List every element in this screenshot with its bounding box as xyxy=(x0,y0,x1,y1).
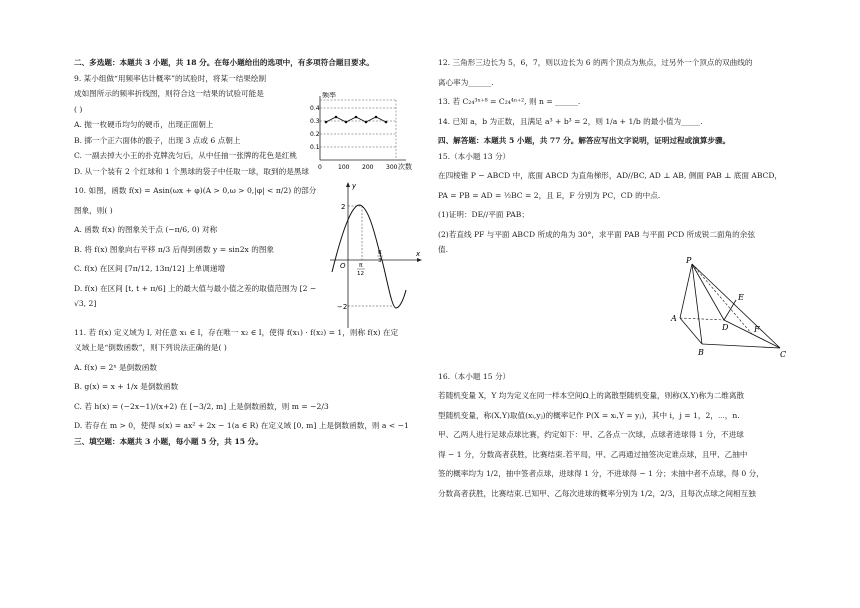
vertex-p-label: P xyxy=(686,255,692,265)
q14-text: 14. 已知 a，b 为正数，且满足 a³ + b³ = 2，则 1/a + 1/b 的最小值为_____. xyxy=(438,116,703,126)
freq-ytick-02: 0.2 xyxy=(310,130,320,138)
frequency-line-chart xyxy=(310,92,412,172)
sine-curve xyxy=(332,205,406,308)
freq-ylabel: 频率 xyxy=(322,91,336,99)
sine-tick1-den: 12 xyxy=(357,271,364,277)
q10-stem-line1: 10. 如图，函数 f(x) = Asin(ωx + φ)(A > 0,ω > 0,|φ| < π/2) 的部分 xyxy=(74,186,317,195)
edge-pd xyxy=(692,264,724,320)
q9-option-d: D. 从一个装有 2 个红球和 1 个黑球的袋子中任取一球，取到的是黑球 xyxy=(74,166,309,176)
sine-origin-label: O xyxy=(340,262,346,270)
q16-line4: 得 − 1 分，分数高者获胜，比赛结束.若平局，甲、乙再通过抽签决定谁点球，且甲、乙抽中 xyxy=(438,449,748,459)
sine-y-arrow-icon xyxy=(346,182,350,187)
edge-pa xyxy=(680,264,692,318)
vertex-c-label: C xyxy=(780,349,787,359)
q15-title: 15.（本小题 13 分） xyxy=(438,151,511,161)
freq-ytick-04: 0.4 xyxy=(310,104,320,112)
q10-option-d-line1: D. f(x) 在区间 [t, t + π/6] 上的最大值与最小值之差的取值范围为 [2 − xyxy=(74,283,317,293)
q9-stem-line1: 9. 某小组做“用频率估计概率”的试验时，将某一结果绘制 xyxy=(74,73,267,83)
q11-stem-line1: 11. 若 f(x) 定义域为 I, 对任意 x₁ ∈ I，存在唯一 x₂ ∈ I，使得 f(x₁) · f(x₂) = 1，则称 f(x) 在定 xyxy=(74,327,399,337)
q10-option-c: C. f(x) 在区间 [7π/12, 13π/12] 上单调递增 xyxy=(74,264,226,273)
sine-min-label: −2 xyxy=(337,303,348,311)
sine-tick2-den: 3 xyxy=(378,258,382,264)
q11-option-c: C. 若 h(x) = (−2x−1)/(x+2) 在 [−3/2, m] 上是倒数函数，则 m = −2/3 xyxy=(74,401,329,411)
q11-option-d: D. 若存在 m > 0，使得 s(x) = ax² + 2x − 1(a ∈ R) 在定义域 [0, m] 上是倒数函数，则 a < −1 xyxy=(74,421,409,430)
freq-ytick-03: 0.3 xyxy=(310,117,320,125)
freq-xtick-200: 200 xyxy=(362,163,374,171)
sine-max-label: 2 xyxy=(341,203,346,211)
q10-option-d-line2: √3, 2] xyxy=(74,299,97,308)
q11-option-b: B. g(x) = x + 1/x 是倒数函数 xyxy=(74,382,179,391)
q16-line6: 分数高者获胜，比赛结束.已知甲、乙每次进球的概率分别为 1/2，2/3，且每次点球之间相互独 xyxy=(438,488,756,498)
q13-text: 13. 若 C₂₄³ˣ⁺⁸ = C₂₄⁴ⁿ⁺², 则 n = ______. xyxy=(438,97,581,106)
freq-xlabel: 次数 xyxy=(398,162,412,171)
sine-tick1-num: π xyxy=(359,262,363,269)
q15-line2: PA = PB = AD = ½BC = 2，且 E，F 分别为 PC，CD 的中点. xyxy=(438,190,661,200)
vertex-d-label: D xyxy=(722,322,729,332)
edge-ab xyxy=(680,318,702,344)
question-9 xyxy=(74,74,424,178)
q16-line3: 甲、乙两人进行足球点球比赛，约定如下：甲、乙各点一次球，点球者进球得 1 分，不进球 xyxy=(438,430,744,439)
sine-tick2-num: π xyxy=(378,249,382,256)
q9-option-c: C. 一副去掉大小王的扑克牌洗匀后，从中任抽一张牌的花色是红桃 xyxy=(74,151,297,160)
q16-title: 16.（本小题 15 分） xyxy=(438,371,511,381)
q11-stem-line2: 义域上是“倒数函数”，则下列说法正确的是( ) xyxy=(74,343,227,352)
q16-line5: 签的概率均为 1/2，抽中签者点球，进球得 1 分，不进球得 − 1 分；未抽中者不点球，得 0 分， xyxy=(438,469,764,478)
section-solution-header: 四、解答题：本题共 5 小题，共 77 分。解答应写出文字说明，证明过程或演算步骤。 xyxy=(438,136,731,145)
q10-option-a: A. 函数 f(x) 的图象关于点 (−π/6, 0) 对称 xyxy=(74,225,218,234)
q10-option-b: B. 将 f(x) 图象向右平移 π/3 后得到函数 y = sin2x 的图象 xyxy=(74,244,275,254)
section-multiple-choice-header: 二、多选题：本题共 3 小题，共 18 分。在每小题给出的选项中，有多项符合题目要求。 xyxy=(74,58,374,67)
point-f-label: F xyxy=(754,324,760,334)
freq-xtick-300: 300 xyxy=(386,163,398,171)
freq-ytick-01: 0.1 xyxy=(310,143,320,151)
right-column xyxy=(438,58,790,499)
sine-x-arrow-icon xyxy=(417,258,422,262)
q12-line2: 离心率为______. xyxy=(438,77,494,87)
q10-stem-line2: 图象，则( ) xyxy=(74,205,113,215)
q15-line1: 在四棱锥 P − ABCD 中，底面 ABCD 为直角梯形，AD//BC, AD ⊥ AB, 侧面 PAB ⊥ 底面 ABCD， xyxy=(438,171,783,180)
q9-stem-line2: 成如图所示的频率折线图，则符合这一结果的试验可能是 xyxy=(74,89,264,98)
q16-line2: 型随机变量，称(X,Y)取值(xᵢ,yⱼ)的概率记作 P(X = xᵢ,Y = yⱼ)，其中 i，j = 1，2，⋯，n. xyxy=(438,410,740,420)
edge-pc xyxy=(692,264,780,348)
freq-points xyxy=(325,115,388,123)
q9-option-b: B. 掷一个正六面体的骰子，出现 3 点或 6 点朝上 xyxy=(74,135,241,145)
q15-part1: (1)证明：DE//平面 PAB； xyxy=(438,210,529,219)
freq-xtick-100: 100 xyxy=(338,163,350,171)
edge-pb xyxy=(692,264,702,344)
edge-bc xyxy=(702,344,780,348)
question-16 xyxy=(438,372,790,500)
q15-part2-line1: (2)若直线 PF 与平面 ABCD 所成的角为 30°，求平面 PAB 与平面 PCD 所成锐二面角的余弦 xyxy=(438,229,755,239)
sine-x-label: x xyxy=(416,250,421,258)
freq-xtick-0: 0 xyxy=(318,163,322,171)
q11-option-a: A. f(x) = 2ˣ 是倒数函数 xyxy=(74,362,157,372)
q15-part2-line2: 值. xyxy=(438,245,449,254)
left-column xyxy=(74,58,424,447)
sine-y-label: y xyxy=(352,182,357,190)
sine-function-graph xyxy=(326,180,424,330)
pyramid-figure xyxy=(670,256,790,360)
q9-answer-paren: ( ) xyxy=(74,104,83,114)
question-11 xyxy=(74,328,424,432)
point-e-label: E xyxy=(738,292,744,302)
edge-ad-hidden xyxy=(680,318,724,320)
section-fill-in-header: 三、填空题：本题共 3 小题，每小题 5 分，共 15 分。 xyxy=(74,436,263,446)
q16-line1: 若随机变量 X，Y 均为定义在同一样本空间Ω上的离散型随机变量，则称(X,Y)称为二维离散 xyxy=(438,391,745,400)
vertex-b-label: B xyxy=(698,347,704,357)
q9-option-a: A. 抛一枚硬币均匀的硬币，出现正面朝上 xyxy=(74,120,214,129)
q12-line1: 12. 三角形三边长为 5，6，7，则以边长为 6 的两个顶点为焦点，过另外一个顶点的双曲线的 xyxy=(438,58,753,67)
question-10 xyxy=(74,182,424,311)
question-15 xyxy=(438,151,790,359)
vertex-a-label: A xyxy=(671,313,677,323)
